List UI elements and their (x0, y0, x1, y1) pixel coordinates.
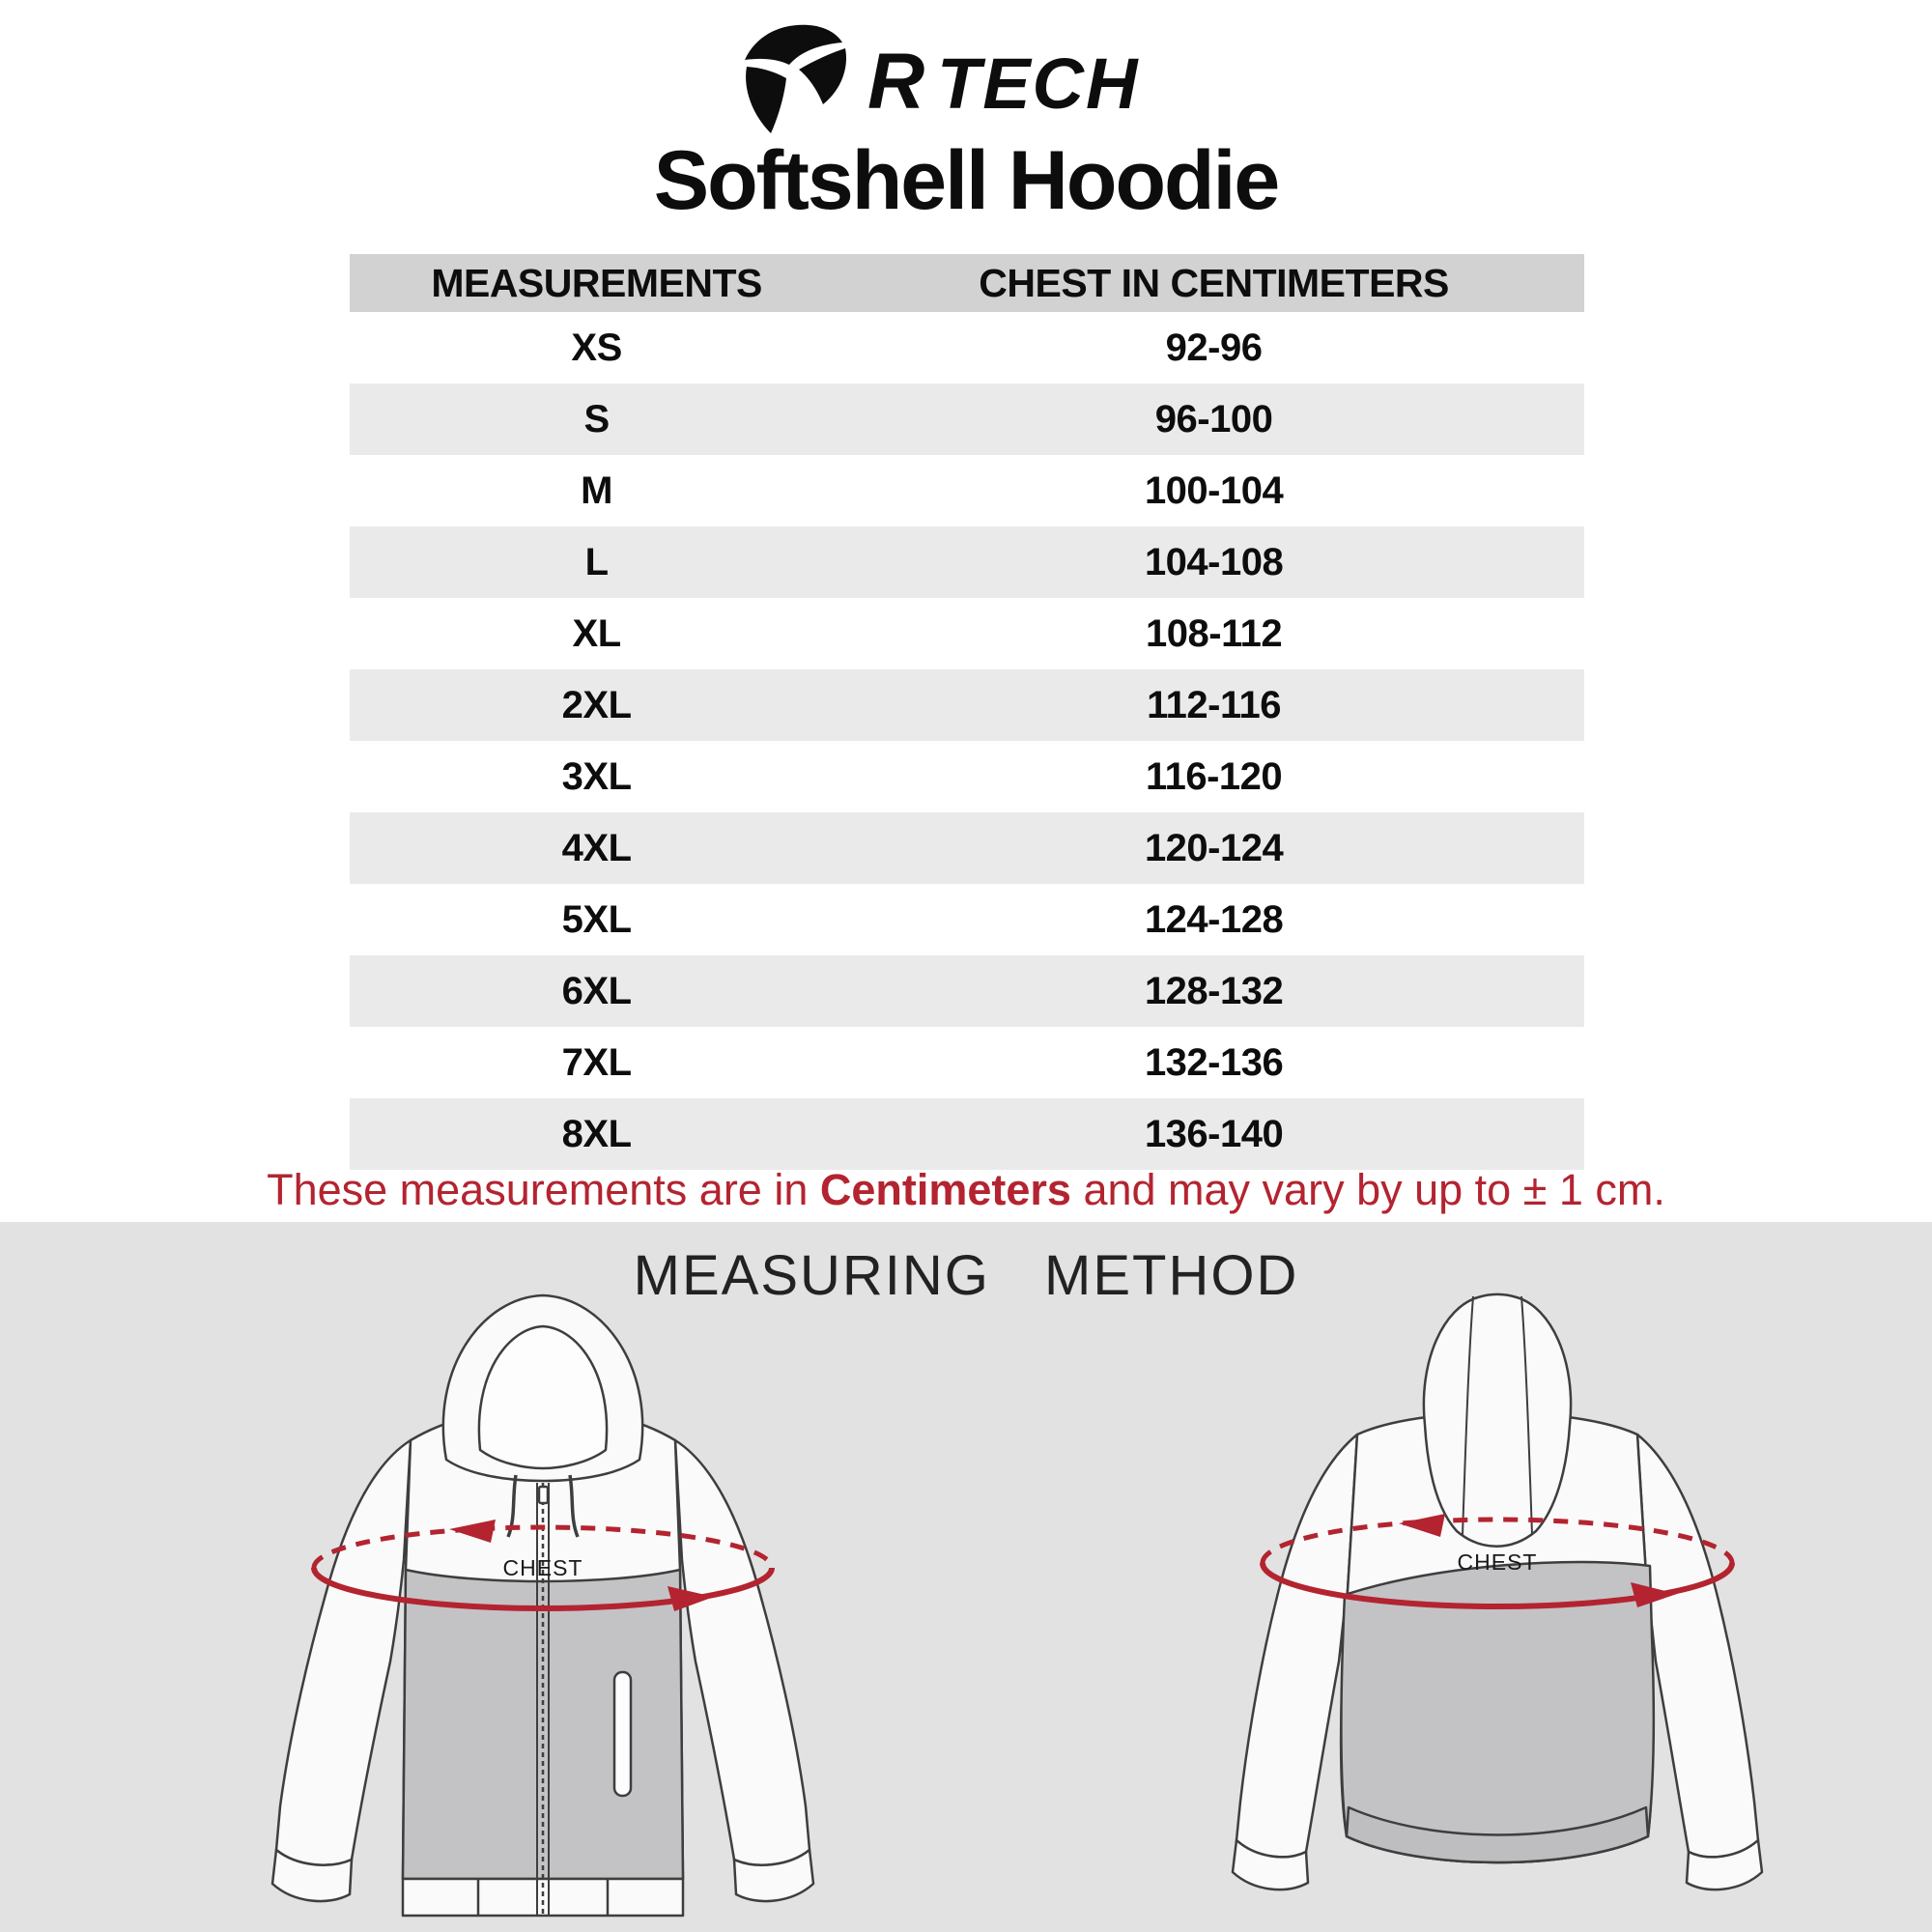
size-cell: M (581, 469, 612, 512)
size-table (350, 254, 1584, 1170)
table-row (350, 955, 1584, 1027)
table-row (350, 884, 1584, 955)
measuring-method-heading: MEASURING METHOD (633, 1244, 1299, 1307)
back-hoodie-illustration (1159, 1268, 1835, 1906)
size-cell: 3XL (561, 754, 632, 798)
table-row (350, 312, 1584, 384)
table-row (350, 812, 1584, 884)
chest-cell: 108-112 (1146, 611, 1283, 655)
table-row (350, 1098, 1584, 1170)
size-cell: L (584, 540, 609, 583)
size-cell: 5XL (561, 897, 632, 941)
note-suffix: and may vary by up to ± 1 cm. (1070, 1165, 1665, 1214)
note-prefix: These measurements are in (267, 1165, 820, 1214)
chest-cell: 92-96 (1165, 326, 1263, 369)
table-row (350, 1027, 1584, 1098)
measurement-note (0, 1165, 1932, 1215)
brand-logo (0, 21, 1932, 139)
page-title: Softshell Hoodie (653, 134, 1279, 227)
table-header (350, 254, 1584, 312)
size-cell: XS (571, 326, 622, 369)
size-cell: 6XL (561, 969, 632, 1012)
size-cell: 8XL (561, 1112, 632, 1155)
chest-cell: 112-116 (1147, 683, 1282, 726)
chest-cell: 124-128 (1144, 897, 1284, 941)
header-cell-measurements: MEASUREMENTS (431, 260, 762, 305)
table-row (350, 741, 1584, 812)
chest-measurement-label: CHEST (502, 1555, 583, 1580)
table-row (350, 526, 1584, 598)
logo-text-tech: TECH (937, 43, 1140, 124)
chest-cell: 104-108 (1144, 540, 1284, 583)
table-row (350, 598, 1584, 669)
measuring-method-section (0, 1222, 1932, 1932)
note-emphasis: Centimeters (819, 1165, 1071, 1214)
chest-cell: 132-136 (1144, 1040, 1284, 1084)
front-hoodie-illustration (205, 1278, 881, 1927)
chest-cell: 120-124 (1144, 826, 1284, 869)
chest-cell: 100-104 (1144, 469, 1284, 512)
chest-cell: 136-140 (1144, 1112, 1284, 1155)
logo-emblem-icon (739, 21, 1193, 139)
table-body (350, 312, 1584, 1170)
table-row (350, 669, 1584, 741)
chest-cell: 128-132 (1144, 969, 1284, 1012)
chest-measurement-label: CHEST (1457, 1549, 1538, 1575)
size-cell: XL (572, 611, 621, 655)
size-cell: S (583, 397, 610, 440)
chest-cell: 96-100 (1154, 397, 1273, 440)
table-row (350, 455, 1584, 526)
size-cell: 7XL (561, 1040, 632, 1084)
size-cell: 4XL (561, 826, 632, 869)
table-row (350, 384, 1584, 455)
size-cell: 2XL (561, 683, 632, 726)
logo-text-r: R (867, 38, 925, 126)
chest-cell: 116-120 (1146, 754, 1283, 798)
header-cell-chest: CHEST IN CENTIMETERS (979, 260, 1449, 305)
